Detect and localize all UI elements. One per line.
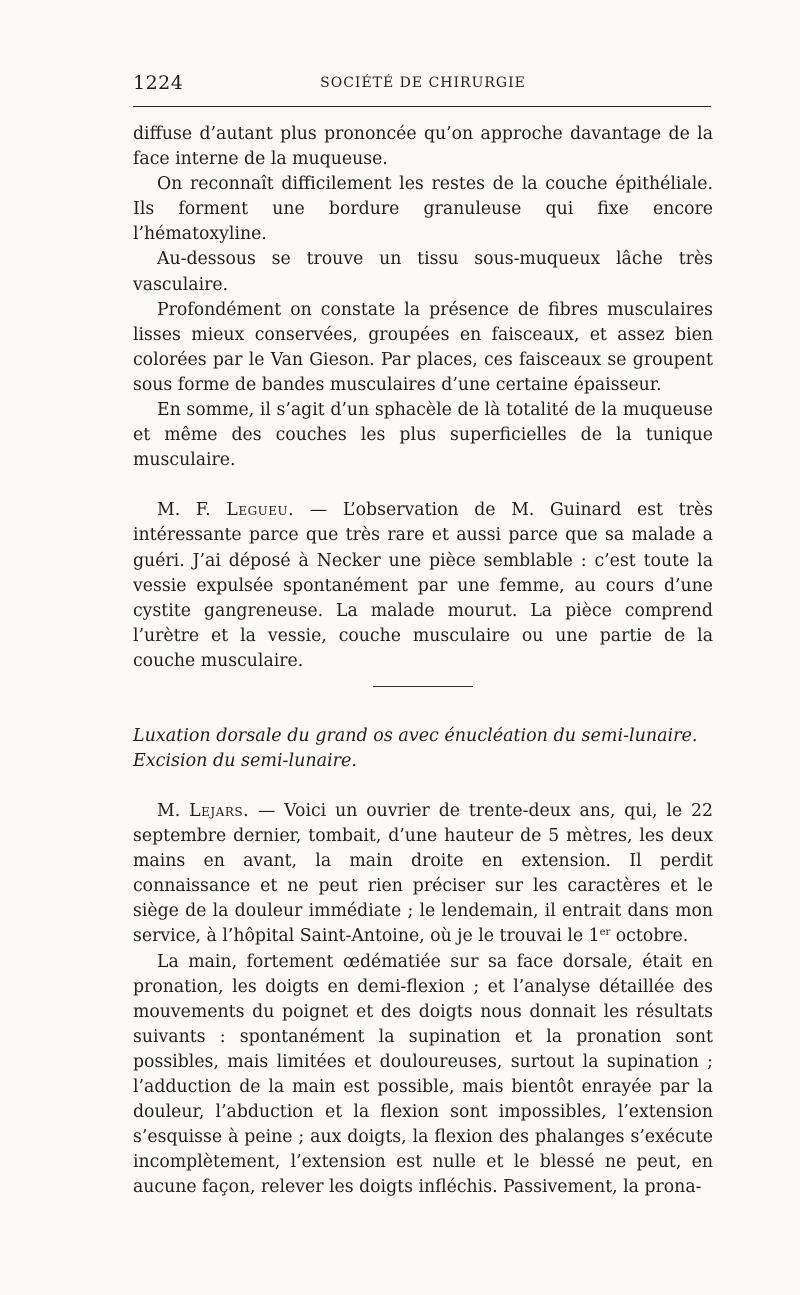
speaker-prefix: M. [157, 800, 181, 821]
section-divider [373, 686, 473, 687]
paragraph-lejars [133, 799, 713, 950]
paragraph-hand-examination: La main, fortement œdématiée sur sa face dorsale, était en pronation, les doigts en demi-flexion ; et l’analyse détaillée des mouvements du poignet et des doigts nous donnait les résultats suivants : spontanément la supination et la pronation sont possibles, mais limitées et douloureuses, surtout la supination ; l’adduction de la main est possible, mais bientôt enrayée par la douleur, l’abduction et la flexion sont impossibles, l’extension s’esquisse à peine ; aux doigts, la flexion des phalanges s’exécute incomplètement, l’extension est nulle et le blessé ne peut, en aucune façon, relever les doigts infléchis. Passivement, la prona- [133, 951, 713, 1198]
speaker-prefix: M. F. [157, 500, 211, 521]
paragraph-continuation: diffuse d’autant plus prononcée qu’on approche davantage de la face interne de la muqueuse. [133, 124, 713, 170]
spacer [133, 674, 713, 700]
paragraph-legueu [133, 498, 713, 674]
ordinal-superscript: er [599, 927, 611, 939]
paragraph-epithelial: On reconnaît difficilement les restes de la couche épithéliale. Ils forment une bordure granuleuse qui fixe encore l’hématoxyline. [133, 174, 713, 245]
page-number: 1224 [133, 72, 184, 94]
legueu-text: — L’observation de M. Guinard est très intéressante parce que très rare et aussi parce que sa malade a guéri. J’ai déposé à Necker une pièce semblable : c’est toute la vessie expulsée spontanément par une femme, au cours d’une cystite gangreneuse. La malade mourut. La pièce comprend l’urètre et la vessie, couche musculaire ou une partie de la couche musculaire. [133, 500, 713, 671]
spacer [133, 700, 713, 724]
section-title-line-2: Excision du semi-lunaire. [133, 750, 357, 771]
speaker-name: Lejars. [189, 800, 250, 821]
header-rule [133, 106, 711, 107]
spacer [133, 473, 713, 498]
paragraph-submucosa: Au-dessous se trouve un tissu sous-muqueux lâche très vasculaire. [133, 249, 713, 295]
page-header [133, 72, 713, 98]
running-head: SOCIÉTÉ DE CHIRURGIE [320, 75, 526, 91]
lejars-text: — Voici un ouvrier de trente-deux ans, qui, le 22 septembre dernier, tombait, d’une hauteur de 5 mètres, les deux mains en avant, la main droite en extension. Il perdit connaissance et ne peut rien préciser sur les caractères et le siège de la douleur immédiate ; le lendemain, il entrait dans mon service, à l’hôpital Saint-Antoine, où je le trouvai le 1 [133, 800, 713, 947]
body-text [133, 122, 713, 1200]
lejars-text-end: octobre. [610, 926, 689, 947]
speaker-name: Legueu. [226, 500, 295, 521]
paragraph-muscle-fibres: Profondément on constate la présence de fibres musculaires lisses mieux conservées, groupées en faisceaux, et assez bien colorées par le Van Gieson. Par places, ces faisceaux se groupent sous forme de bandes musculaires d’une certaine épaisseur. [133, 299, 713, 395]
section-title-line-1: Luxation dorsale du grand os avec énucléation du semi-lunaire. [133, 725, 698, 746]
paragraph-summary: En somme, il s’agit d’un sphacèle de là totalité de la muqueuse et même des couches les plus superficielles de la tunique musculaire. [133, 400, 713, 471]
spacer [133, 774, 713, 799]
